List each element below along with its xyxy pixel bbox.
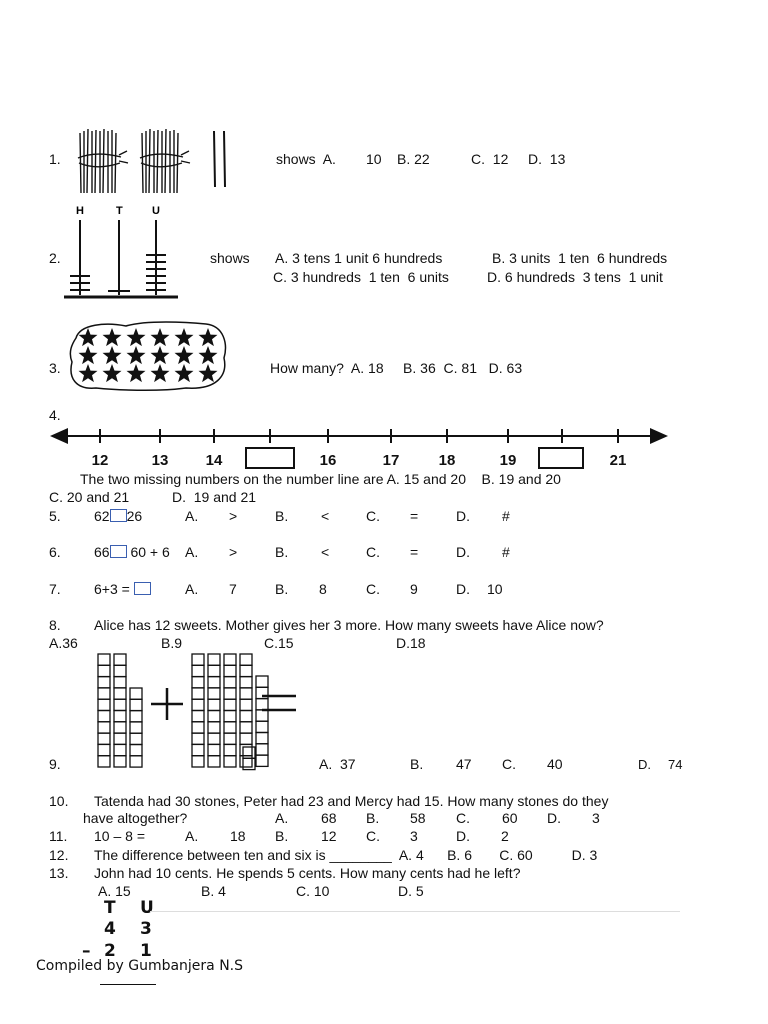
q8-option-d: D.18: [396, 635, 426, 651]
q11-a: A.: [185, 828, 199, 844]
q6-c: C.: [366, 544, 380, 560]
q10-c-value: 60: [502, 810, 518, 826]
block-cell: [240, 654, 252, 665]
block-cell: [192, 722, 204, 733]
star: [199, 346, 218, 364]
q4-text-line2: C. 20 and 21 D. 19 and 21: [49, 489, 257, 505]
block-cell: [130, 756, 142, 767]
q9-d-value: 74: [668, 757, 683, 772]
block-cell: [240, 722, 252, 733]
block-cell: [208, 756, 220, 767]
q5-b-value: <: [321, 508, 330, 524]
q13-text: John had 10 cents. He spends 5 cents. How many cents had he left?: [94, 865, 521, 881]
block-cell: [256, 699, 268, 710]
block-cell: [256, 733, 268, 744]
units-header: U: [140, 898, 154, 918]
q10-b: B.: [366, 810, 380, 826]
q10-b-value: 58: [410, 810, 426, 826]
q2-option-d: D. 6 hundreds 3 tens 1 unit: [487, 269, 663, 285]
q11-b-value: 12: [321, 828, 337, 844]
q11-c-value: 3: [410, 828, 418, 844]
q2-option-b: B. 3 units 1 ten 6 hundreds: [492, 250, 668, 266]
q8-option-c: C.15: [264, 635, 294, 651]
block-cell: [243, 747, 255, 758]
number-line-label: 14: [205, 452, 223, 469]
q5-b: B.: [275, 508, 289, 524]
bundles-of-sticks-illustration: [75, 125, 235, 197]
block-cell: [130, 745, 142, 756]
q10-a: A.: [275, 810, 289, 826]
block-cell: [98, 744, 110, 755]
block-cell: [98, 722, 110, 733]
block-cell: [224, 744, 236, 755]
q6-b: B.: [275, 544, 289, 560]
block-cell: [192, 654, 204, 665]
q1-option-a: 10: [366, 151, 382, 167]
q8-number: 8.: [49, 617, 61, 633]
q2-option-c: C. 3 hundreds 1 ten 6 units: [273, 269, 449, 285]
q4-text-line1: The two missing numbers on the number line are A. 15 and 20 B. 19 and 20: [80, 471, 561, 487]
block-cell: [98, 654, 110, 665]
number-line: [48, 424, 670, 470]
divider: [150, 911, 680, 912]
q11-d-value: 2: [501, 828, 509, 844]
block-cell: [98, 699, 110, 710]
block-cell: [192, 688, 204, 699]
star: [79, 364, 98, 382]
q7-d-value: 10: [487, 581, 503, 597]
q10-c: C.: [456, 810, 470, 826]
block-cell: [256, 755, 268, 766]
block-cell: [224, 688, 236, 699]
number-line-label: 16: [319, 452, 337, 469]
q6-c-value: =: [410, 544, 419, 560]
block-cell: [114, 756, 126, 767]
number-line-label: 21: [609, 452, 627, 469]
minuend-units: 3: [140, 919, 152, 939]
block-cell: [114, 722, 126, 733]
block-cell: [240, 756, 252, 767]
tens-header: T: [104, 898, 116, 918]
q7-b-value: 8: [319, 581, 327, 597]
q7-a-value: 7: [229, 581, 237, 597]
block-cell: [130, 722, 142, 733]
base-ten-blocks-illustration: [96, 652, 306, 770]
q5-expression: 62 26: [94, 508, 143, 524]
block-cell: [256, 744, 268, 755]
block-cell: [240, 688, 252, 699]
q13-option-a: A. 15: [98, 883, 131, 899]
q9-d: D.: [638, 757, 651, 772]
block-cell: [208, 688, 220, 699]
q8-option-b: B.9: [161, 635, 183, 651]
q13-option-c: C. 10: [296, 883, 330, 899]
block-cell: [130, 711, 142, 722]
block-cell: [192, 711, 204, 722]
block-cell: [208, 699, 220, 710]
block-cell: [192, 699, 204, 710]
star: [103, 346, 122, 364]
block-cell: [192, 677, 204, 688]
number-line-label: 17: [382, 452, 400, 469]
number-line-label: 18: [438, 452, 456, 469]
block-cell: [208, 733, 220, 744]
q10-d-value: 3: [592, 810, 600, 826]
block-cell: [114, 711, 126, 722]
q1-number: 1.: [49, 151, 61, 167]
star: [127, 346, 146, 364]
q6-d: D.: [456, 544, 470, 560]
q10-a-value: 68: [321, 810, 337, 826]
missing-number-box-1: [246, 448, 294, 468]
q11-d: D.: [456, 828, 470, 844]
q7-expression: 6+3 =: [94, 581, 151, 597]
block-cell: [224, 699, 236, 710]
q9-c-value: 40: [547, 756, 563, 772]
block-cell: [98, 688, 110, 699]
q5-c-value: =: [410, 508, 419, 524]
block-cell: [224, 722, 236, 733]
answer-box: [134, 582, 151, 595]
star: [79, 346, 98, 364]
minuend-tens: 4: [104, 919, 116, 939]
block-cell: [192, 665, 204, 676]
block-cell: [256, 710, 268, 721]
q13-option-b: B. 4: [201, 883, 226, 899]
block-cell: [130, 733, 142, 744]
star: [151, 328, 170, 346]
q7-a: A.: [185, 581, 199, 597]
abacus-label-t: T: [116, 205, 123, 217]
block-cell: [256, 676, 268, 687]
q10-text: Tatenda had 30 stones, Peter had 23 and Mercy had 15. How many stones do they: [94, 793, 609, 809]
answer-box: [110, 509, 127, 522]
block-cell: [240, 744, 252, 755]
q7-b: B.: [275, 581, 289, 597]
q5-d: D.: [456, 508, 470, 524]
abacus-label-u: U: [152, 205, 160, 217]
block-cell: [114, 665, 126, 676]
stars-group-illustration: [66, 318, 230, 394]
block-cell: [114, 733, 126, 744]
q6-a: A.: [185, 544, 199, 560]
star: [127, 328, 146, 346]
star: [103, 364, 122, 382]
block-cell: [192, 744, 204, 755]
star: [175, 328, 194, 346]
block-cell: [224, 733, 236, 744]
block-cell: [208, 665, 220, 676]
block-cell: [114, 699, 126, 710]
block-cell: [208, 744, 220, 755]
q12-text: The difference between ten and six is ________ A. 4 B. 6 C. 60 D. 3: [94, 847, 598, 863]
q13-number: 13.: [49, 865, 69, 881]
abacus-label-h: H: [76, 205, 84, 217]
q9-option-a: A. 37: [319, 756, 356, 772]
q3-text: How many? A. 18 B. 36 C. 81 D. 63: [270, 360, 523, 376]
number-line-label: 19: [499, 452, 517, 469]
q9-c: C.: [502, 756, 516, 772]
q5-number: 5.: [49, 508, 61, 524]
star: [175, 346, 194, 364]
star: [127, 364, 146, 382]
q2-option-a: A. 3 tens 1 unit 6 hundreds: [275, 250, 443, 266]
q5-a-value: >: [229, 508, 238, 524]
q2-shows: shows: [210, 250, 250, 266]
q9-b-value: 47: [456, 756, 472, 772]
missing-number-box-2: [539, 448, 583, 468]
block-cell: [243, 758, 255, 769]
block-cell: [208, 722, 220, 733]
q11-a-value: 18: [230, 828, 246, 844]
q5-d-value: #: [502, 508, 510, 524]
star: [103, 328, 122, 346]
q5-a: A.: [185, 508, 199, 524]
q7-number: 7.: [49, 581, 61, 597]
star: [199, 328, 218, 346]
q8-text: Alice has 12 sweets. Mother gives her 3 more. How many sweets have Alice now?: [94, 617, 604, 633]
q1-text: shows A.: [276, 151, 336, 167]
q9-b: B.: [410, 756, 424, 772]
answer-box: [110, 545, 127, 558]
block-cell: [240, 711, 252, 722]
block-cell: [98, 677, 110, 688]
number-line-label: 13: [151, 452, 169, 469]
block-cell: [208, 711, 220, 722]
q6-b-value: <: [321, 544, 330, 560]
block-cell: [224, 677, 236, 688]
block-cell: [224, 756, 236, 767]
block-cell: [114, 677, 126, 688]
q1-option-d: D. 13: [528, 151, 566, 167]
block-cell: [98, 733, 110, 744]
block-cell: [98, 665, 110, 676]
star: [175, 364, 194, 382]
star: [199, 364, 218, 382]
number-line-label: 12: [91, 452, 109, 469]
q10-number: 10.: [49, 793, 69, 809]
block-cell: [240, 733, 252, 744]
block-cell: [208, 677, 220, 688]
q7-d: D.: [456, 581, 470, 597]
q10-d: D.: [547, 810, 561, 826]
subtrahend-tens: 2: [104, 941, 116, 961]
q7-c-value: 9: [410, 581, 418, 597]
q8-option-a: A.36: [49, 635, 78, 651]
block-cell: [224, 654, 236, 665]
answer-line: [100, 984, 156, 985]
block-cell: [114, 688, 126, 699]
star: [151, 364, 170, 382]
q11-number: 11.: [49, 828, 68, 844]
block-cell: [114, 744, 126, 755]
block-cell: [208, 654, 220, 665]
q6-expression: 66 60 + 6: [94, 544, 170, 560]
q4-number: 4.: [49, 407, 61, 423]
q5-c: C.: [366, 508, 380, 524]
block-cell: [192, 756, 204, 767]
q12-number: 12.: [49, 847, 69, 863]
q11-b: B.: [275, 828, 289, 844]
block-cell: [224, 711, 236, 722]
block-cell: [98, 711, 110, 722]
q11-text: 10 – 8 =: [94, 828, 145, 844]
q9-number: 9.: [49, 756, 61, 772]
star: [151, 346, 170, 364]
block-cell: [240, 699, 252, 710]
q3-number: 3.: [49, 360, 61, 376]
q6-d-value: #: [502, 544, 510, 560]
q1-option-c: C. 12: [471, 151, 509, 167]
block-cell: [130, 688, 142, 699]
subtrahend-units: 1: [140, 941, 152, 961]
minus-sign: –: [82, 941, 91, 961]
block-cell: [98, 756, 110, 767]
footer-credit: Compiled by Gumbanjera N.S: [36, 958, 244, 974]
q6-number: 6.: [49, 544, 61, 560]
block-cell: [240, 665, 252, 676]
q10-text2: have altogether?: [83, 810, 188, 826]
block-cell: [240, 677, 252, 688]
block-cell: [130, 699, 142, 710]
block-cell: [224, 665, 236, 676]
q2-number: 2.: [49, 250, 61, 266]
q1-option-b: B. 22: [397, 151, 430, 167]
q13-option-d: D. 5: [398, 883, 424, 899]
block-cell: [256, 721, 268, 732]
q7-c: C.: [366, 581, 380, 597]
block-cell: [192, 733, 204, 744]
abacus-illustration: [62, 203, 182, 301]
q6-a-value: >: [229, 544, 238, 560]
q11-c: C.: [366, 828, 380, 844]
block-cell: [114, 654, 126, 665]
